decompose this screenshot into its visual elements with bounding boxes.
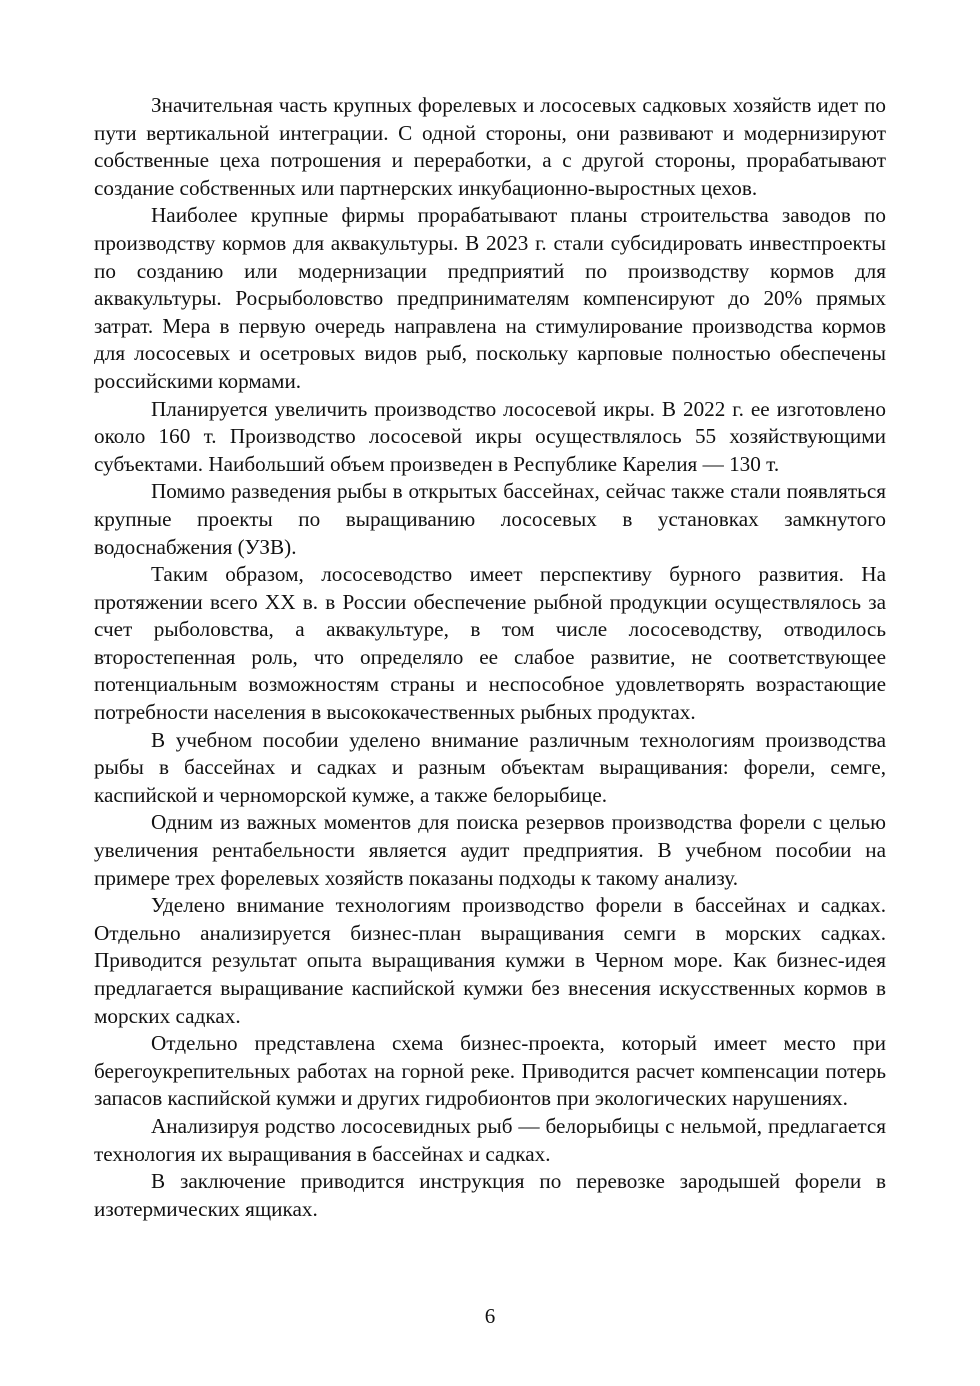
paragraph-ras-projects: Помимо разведения рыбы в открытых бассейнах, сейчас также стали появляться крупные проекты по выращиванию лососевых в установках замкнутого водоснабжения (УЗВ). [94,479,886,559]
paragraph-textbook-technologies: В учебном пособии уделено внимание различным технологиям производства рыбы в бассейнах и садках и разным объектам выращивания: форели, семге, каспийской и черноморской кумже, а также белорыбице. [94,727,886,807]
paragraph-salmon-caviar: Планируется увеличить производство лососевой икры. В 2022 г. ее изготовлено около 160 т. Производство лососевой икры осуществлялось 55 хозяйствующими субъектами. Наибольший объем произведен в Республике Карелия — 130 т. [94,396,886,476]
paragraph-conclusion: В заключение приводится инструкция по перевозке зародышей форели в изотермических ящиках. [94,1169,886,1221]
paragraph-business-project: Отдельно представлена схема бизнес-проекта, который имеет место при берегоукрепительных работах на горной реке. Приводится расчет компенсации потерь запасов каспийской кумжи и других гидробионтов при экологических нарушениях. [94,1031,886,1111]
page-number: 6 [484,1304,496,1328]
paragraph-feed-production: Наиболее крупные фирмы прорабатывают планы строительства заводов по производству кормов для аквакультуры. В 2023 г. стали субсидировать инвестпроекты по созданию или модернизации предприятий по производству кормов для аквакультуры. Росрыболовство предпринимателям компенсируют до 20% прямых затрат. Мера в первую очередь направлена на стимулирование производства кормов для лососевых и осетровых видов рыб, поскольку карповые полностью обеспечены российскими кормами. [94,203,886,393]
paragraph-vertical-integration: Значительная часть крупных форелевых и лососевых садковых хозяйств идет по пути вертикальной интеграции. С одной стороны, они развивают и модернизируют собственные цеха потрошения и переработки, а с другой стороны, прорабатывают создание собственных или партнерских инкубационно-выростных цехов. [94,93,886,200]
paragraph-salmon-farming-prospects: Таким образом, лососеводство имеет перспективу бурного развития. На протяжении всего XX в. в России обеспечение рыбной продукции осуществлялось за счет рыболовства, а аквакультуре, в том числе лососеводству, отводилось второстепенная роль, что определяло ее слабое развитие, не соответствующее потенциальным возможностям страны и неспособное удовлетворять возрастающие потребности населения в высококачественных рыбных продуктах. [94,562,886,725]
paragraph-enterprise-audit: Одним из важных моментов для поиска резервов производства форели с целью увеличения рентабельности является аудит предприятия. В учебном пособии на примере трех форелевых хозяйств показаны подходы к такому анализу. [94,810,886,890]
paragraph-trout-technologies: Уделено внимание технологиям производство форели в бассейнах и садках. Отдельно анализируется бизнес-план выращивания семги в морских садках. Приводится результат опыта выращивания кумжи в Черном море. Как бизнес-идея предлагается выращивание каспийской кумжи без внесения искусственных кормов в морских садках. [94,893,886,1028]
body-text [94,92,886,1223]
paragraph-whitefish: Анализируя родство лососевидных рыб — белорыбицы с нельмой, предлагается технология их выращивания в бассейнах и садках. [94,1113,886,1166]
